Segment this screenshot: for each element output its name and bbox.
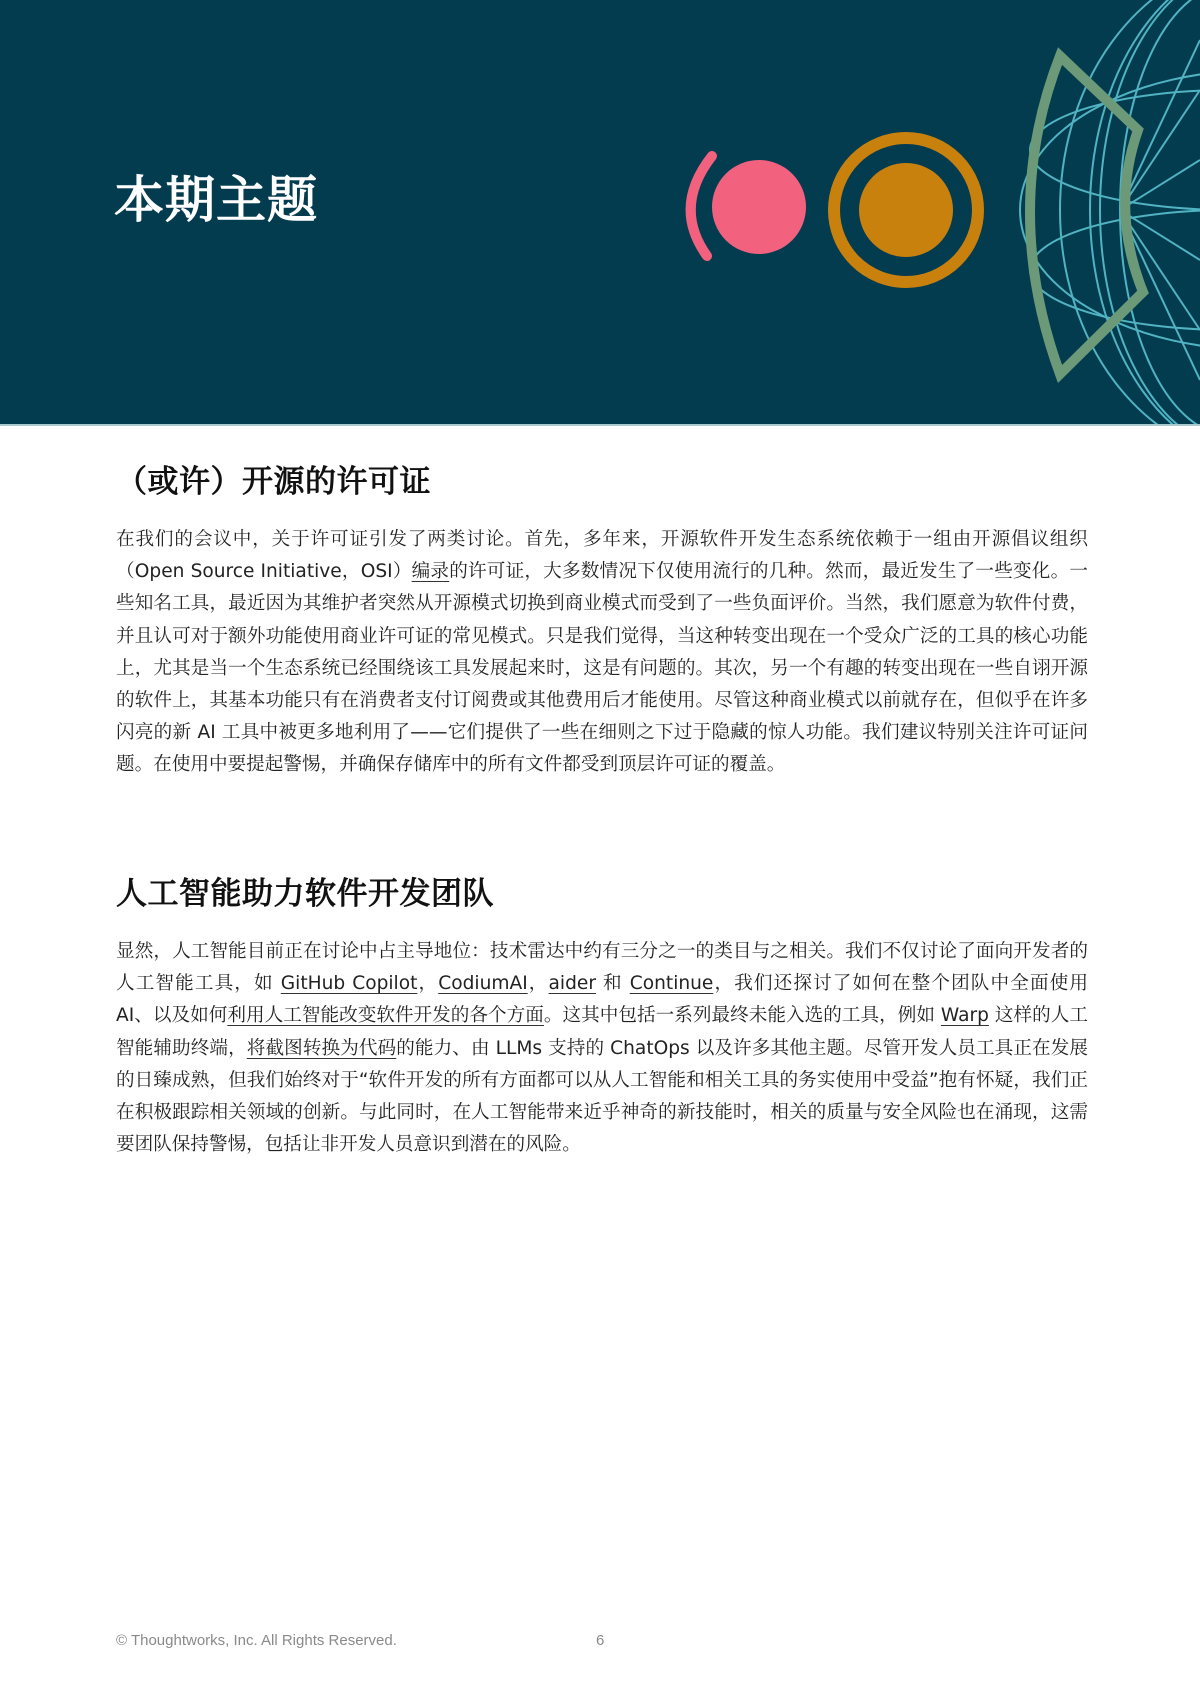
page-number: 6	[596, 1632, 605, 1649]
section-heading: 人工智能助力软件开发团队	[116, 876, 494, 912]
paragraph-text: 显然，人工智能目前正在讨论中占主导地位：技术雷达中约有三分之一的类目与之相关。我们不仅讨论了面向开发者的人工智能工具，如	[116, 941, 1088, 995]
link-github-copilot[interactable]: GitHub Copilot	[280, 973, 418, 995]
link-catalogued[interactable]: 编录	[411, 561, 450, 583]
globe-lines-icon	[1020, 0, 1200, 424]
section-open-source-licenses	[116, 462, 1088, 782]
section-ai-teams	[116, 874, 1088, 1161]
paragraph-text: 。这其中包括一系列最终未能入选的工具，例如	[543, 1005, 941, 1027]
paragraph-text: ，	[417, 973, 439, 995]
paragraph-text: 的许可证，大多数情况下仅使用流行的几种。然而，最近发生了一些变化。一些知名工具，最近因为其维护者突然从开源模式切换到商业模式而受到了一些负面评价。当然，我们愿意为软件付费，并且认可对于额外功能使用商业许可证的常见模式。只是我们觉得，当这种转变出现在一个受众广泛的工具的核心功能上，尤其是当一个生态系统已经围绕该工具发展起来时，这是有问题的。其次，另一个有趣的转变出现在一些自诩开源的软件上，其基本功能只有在消费者支付订阅费或其他费用后才能使用。尽管这种商业模式以前就存在，但似乎在许多闪亮的新 AI 工具中被更多地利用了——它们提供了一些在细则之下过于隐藏的惊人功能。我们建议特别关注许可证问题。在使用中要提起警惕，并确保存储库中的所有文件都受到顶层许可证的覆盖。	[116, 561, 1088, 776]
section-paragraph	[116, 936, 1088, 1161]
pink-arc-icon	[691, 156, 712, 256]
link-ai-software-dev[interactable]: 利用人工智能改变软件开发的各个方面	[227, 1005, 544, 1027]
link-codiumai[interactable]: CodiumAI	[438, 973, 528, 995]
paragraph-text: 这样的人工智能辅助终端，	[116, 1005, 1088, 1059]
pink-dot-icon	[712, 160, 806, 254]
link-continue[interactable]: Continue	[629, 973, 714, 995]
paragraph-text: 和	[595, 973, 630, 995]
link-aider[interactable]: aider	[548, 973, 596, 995]
paragraph-text: ，我们还探讨了如何在整个团队中全面使用 AI、以及如何	[116, 973, 1088, 1027]
section-paragraph	[116, 524, 1088, 782]
orange-dot-icon	[859, 163, 953, 257]
paragraph-text: 的能力、由 LLMs 支持的 ChatOps 以及许多其他主题。尽管开发人员工具正在发展的日臻成熟，但我们始终对于“软件开发的所有方面都可以从人工智能和相关工具的务实使用中受益”抱有怀疑，我们正在积极跟踪相关领域的创新。与此同时，在人工智能带来近乎神奇的新技能时，相关的质量与安全风险也在涌现，这需要团队保持警惕，包括让非开发人员意识到潜在的风险。	[116, 1037, 1088, 1156]
header-banner	[0, 0, 1200, 426]
section-heading: （或许）开源的许可证	[116, 464, 431, 500]
page-title: 本期主题	[114, 170, 318, 229]
link-warp[interactable]: Warp	[940, 1005, 989, 1027]
paragraph-text: ，	[527, 973, 549, 995]
footer-copyright: © Thoughtworks, Inc. All Rights Reserved.	[116, 1632, 397, 1649]
paragraph-text: 在我们的会议中，关于许可证引发了两类讨论。首先，多年来，开源软件开发生态系统依赖于一组由开源倡议组织（Open Source Initiative，OSI）	[116, 529, 1088, 583]
link-screenshot-to-code[interactable]: 将截图转换为代码	[246, 1037, 397, 1059]
